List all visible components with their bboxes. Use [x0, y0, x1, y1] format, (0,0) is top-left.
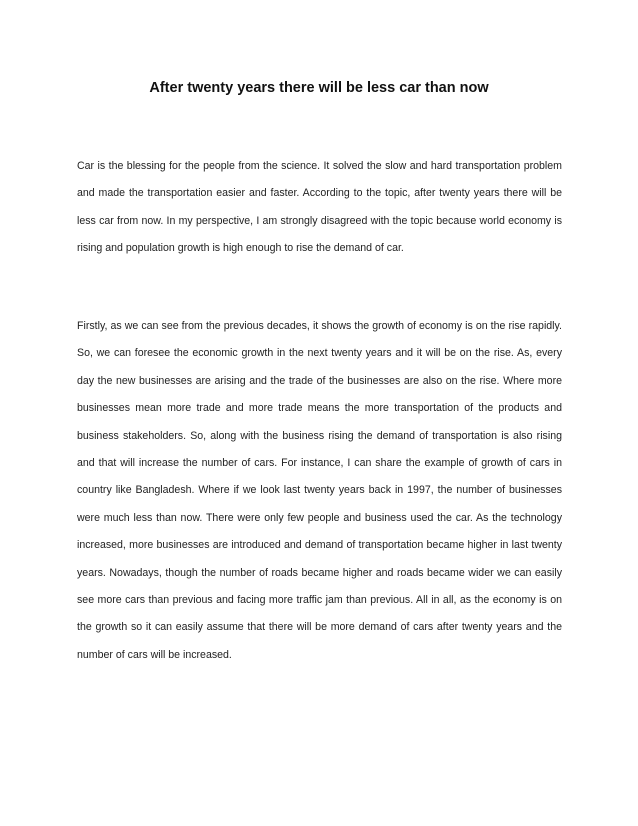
paragraph-intro: Car is the blessing for the people from the science. It solved the slow and hard transportation problem and made the transportation easier and faster. According to the topic, after twenty years there will be less car from now. In my perspective, I am strongly disagreed with the topic because world economy is rising and population growth is high enough to rise the demand of car. — [77, 160, 562, 255]
document-title: After twenty years there will be less car than now — [149, 80, 489, 96]
paragraph-body: Firstly, as we can see from the previous decades, it shows the growth of economy is on the rise rapidly. So, we can foresee the economic growth in the next twenty years and it will be on the rise. As, every day the new businesses are arising and the trade of the businesses are also on the rise. Where more businesses mean more trade and more trade means the more transportation of the products and business stakeholders. So, along with the business rising the demand of transportation is also rising and that will increase the number of cars. For instance, I can share the example of growth of cars in country like Bangladesh. Where if we look last twenty years back in 1997, the number of businesses were much less than now. There were only few people and business used the car. As the technology increased, more businesses are introduced and demand of transportation became higher in last twenty years. Nowadays, though the number of roads became higher and roads became wider we can easily see more cars than previous and facing more traffic jam than previous. All in all, as the economy is on the growth so it can easily assume that there will be more demand of cars after twenty years and the number of cars will be increased. — [77, 320, 562, 661]
